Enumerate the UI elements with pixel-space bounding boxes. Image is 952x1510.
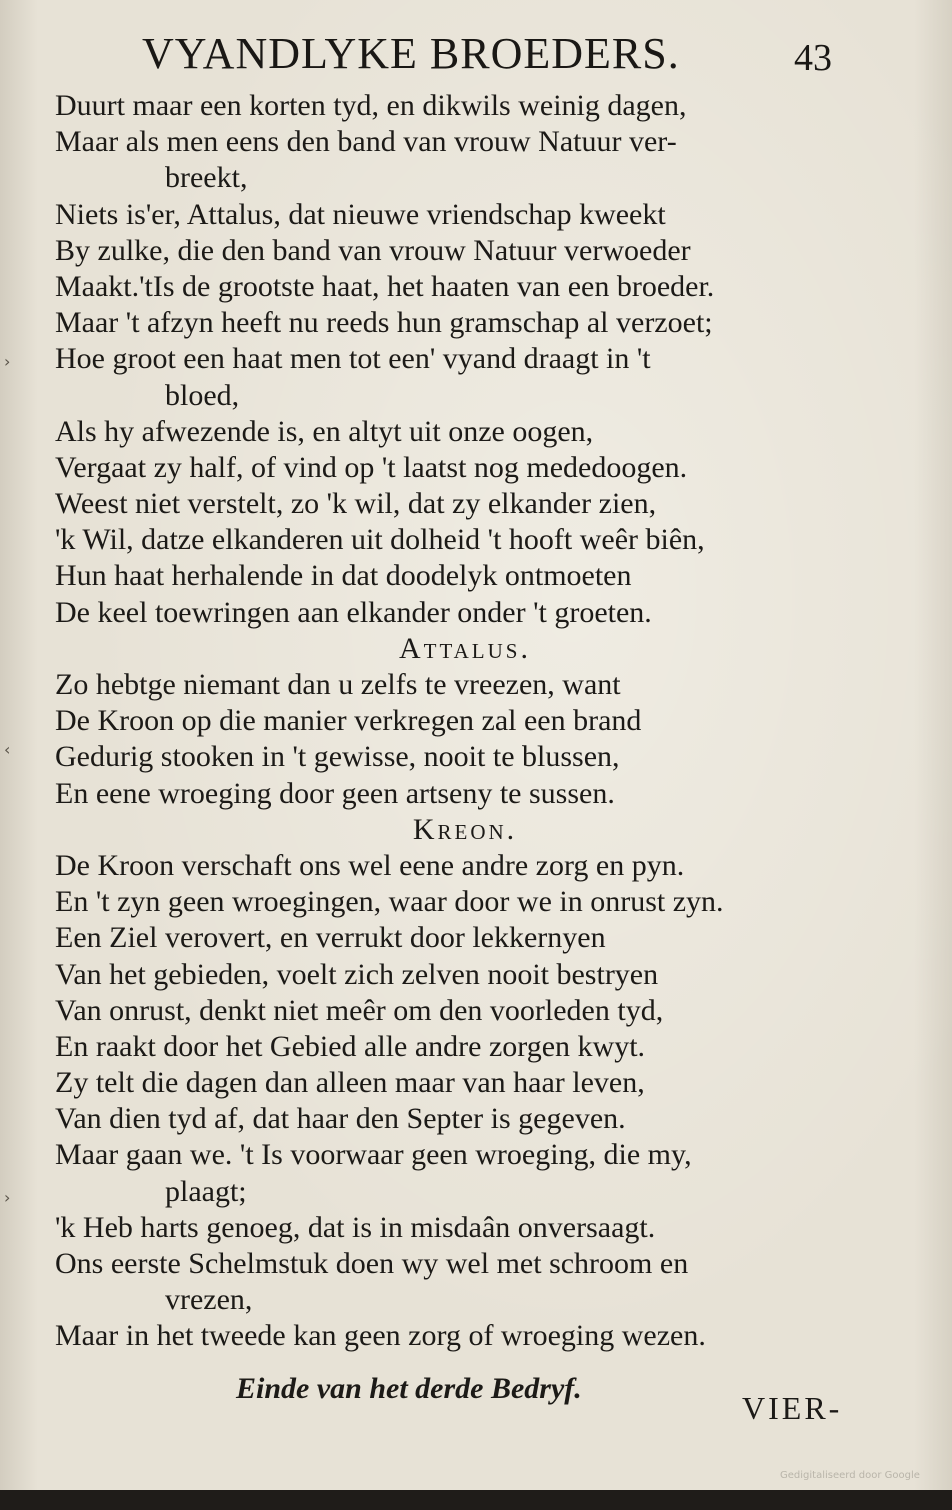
- verse-line: Maar in het tweede kan geen zorg of wroeging wezen.: [55, 1319, 706, 1353]
- verse-line: Een Ziel verovert, en verrukt door lekkernyen: [55, 921, 606, 955]
- verse-line: Als hy afwezende is, en altyt uit onze oogen,: [55, 414, 594, 448]
- margin-mark-icon: ‹: [4, 740, 11, 759]
- verse-line: Van het gebieden, voelt zich zelven nooit bestryen: [55, 957, 659, 991]
- page-header: [0, 22, 952, 82]
- verse-line: plaagt;: [165, 1174, 247, 1208]
- catchword: VIER-: [742, 1390, 843, 1426]
- verse-line: 'k Wil, datze elkanderen uit dolheid 't hooft weêr biên,: [55, 523, 705, 557]
- verse-line: De Kroon verschaft ons wel eene andre zorg en pyn.: [55, 848, 685, 882]
- verse-line: Maar als men eens den band van vrouw Natuur ver-: [55, 125, 677, 159]
- verse-line: Maar 't afzyn heeft nu reeds hun gramschap al verzoet;: [55, 306, 713, 340]
- verse-line: bloed,: [165, 378, 240, 412]
- verse-line: En 't zyn geen wroegingen, waar door we in onrust zyn.: [55, 885, 724, 919]
- verse-line: Weest niet verstelt, zo 'k wil, dat zy elkander zien,: [55, 487, 657, 521]
- speaker-name: Attalus.: [399, 631, 531, 665]
- verse-line: Zo hebtge niemant dan u zelfs te vreezen, want: [55, 668, 621, 701]
- verse-line: De keel toewringen aan elkander onder 't groeten.: [55, 595, 652, 629]
- act-end-note: Einde van het derde Bedryf.: [236, 1372, 582, 1405]
- running-title: VYANDLYKE BROEDERS.: [142, 29, 680, 78]
- verse-text: [55, 88, 875, 1355]
- page-number: 43: [794, 37, 832, 79]
- verse-line: Vergaat zy half, of vind op 't laatst nog mededoogen.: [55, 450, 688, 484]
- verse-line: Hoe groot een haat men tot een' vyand draagt in 't: [55, 342, 651, 376]
- verse-line: Van onrust, denkt niet meêr om den voorleden tyd,: [55, 993, 664, 1027]
- verse-line: 'k Heb harts genoeg, dat is in misdaân onversaagt.: [55, 1210, 656, 1244]
- verse-line: breekt,: [165, 161, 248, 195]
- verse-line: En raakt door het Gebied alle andre zorgen kwyt.: [55, 1029, 646, 1063]
- margin-mark-icon: ›: [4, 352, 11, 371]
- verse-line: Ons eerste Schelmstuk doen wy wel met schroom en: [55, 1247, 689, 1280]
- page-bottom-edge: [0, 1490, 952, 1510]
- verse-line: De Kroon op die manier verkregen zal een brand: [55, 704, 642, 738]
- verse-line: Maakt.'tIs de grootste haat, het haaten van een broeder.: [55, 269, 715, 303]
- verse-line: By zulke, die den band van vrouw Natuur verwoeder: [55, 233, 691, 267]
- digitization-watermark: Gedigitaliseerd door Google: [780, 1470, 920, 1481]
- verse-line: Hun haat herhalende in dat doodelyk ontmoeten: [55, 559, 632, 593]
- verse-line: En eene wroeging door geen artseny te sussen.: [55, 776, 615, 810]
- verse-line: Zy telt die dagen dan alleen maar van haar leven,: [55, 1066, 645, 1100]
- verse-line: Niets is'er, Attalus, dat nieuwe vriendschap kweekt: [55, 197, 666, 231]
- verse-line: vrezen,: [165, 1283, 253, 1317]
- verse-line: Duurt maar een korten tyd, en dikwils weinig dagen,: [55, 89, 687, 122]
- verse-line: Maar gaan we. 't Is voorwaar geen wroeging, die my,: [55, 1138, 692, 1172]
- verse-line: Van dien tyd af, dat haar den Septer is gegeven.: [55, 1102, 626, 1136]
- speaker-name: Kreon.: [412, 812, 518, 846]
- verse-line: Gedurig stooken in 't gewisse, nooit te blussen,: [55, 740, 620, 774]
- margin-mark-icon: ›: [4, 1188, 11, 1207]
